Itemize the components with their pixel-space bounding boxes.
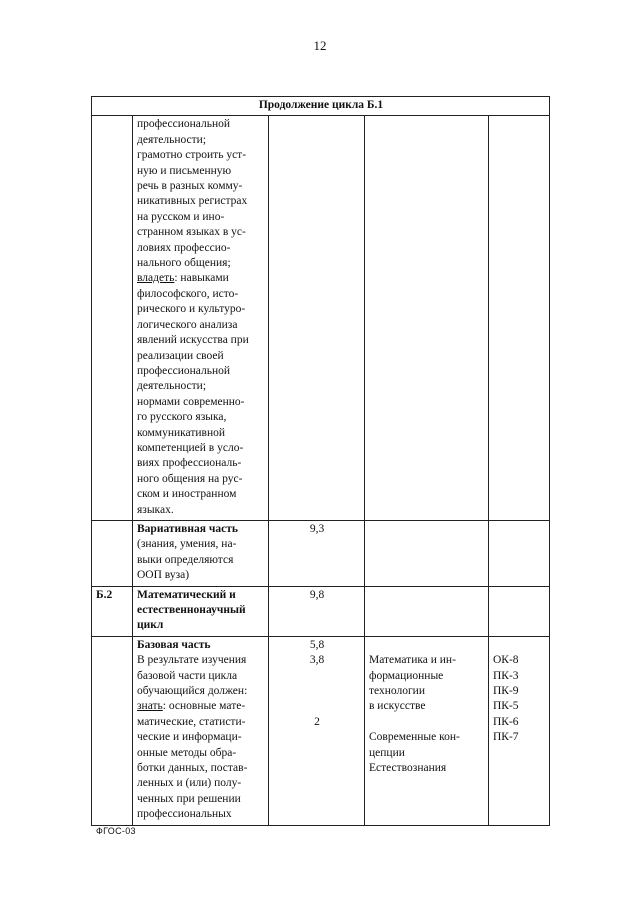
- text-line: ском и иностранном: [137, 488, 237, 501]
- competence-cell: [489, 636, 550, 825]
- text-line: профессиональных: [137, 808, 232, 821]
- text-line: ную и письменную: [137, 164, 232, 177]
- text-line: ного общения на рус-: [137, 472, 243, 485]
- continuation-text: [133, 116, 269, 521]
- text-line: го русского языка,: [137, 411, 227, 424]
- competence-code: ПК-5: [493, 700, 519, 713]
- basic-total: 5,8: [309, 638, 325, 651]
- text-line: логического анализа: [137, 318, 238, 331]
- page-number: 12: [313, 38, 327, 53]
- b2-code: Б.2: [92, 586, 133, 636]
- text-line: деятельности;: [137, 133, 207, 146]
- basic-text: [133, 636, 269, 825]
- variative-text: [133, 520, 269, 586]
- text-line: на русском и ино-: [137, 210, 225, 223]
- competence-cell: [489, 520, 550, 586]
- text-line: философского, исто-: [137, 287, 239, 300]
- credit-math: 3,8: [309, 654, 325, 667]
- text-line: обучающийся должен:: [137, 685, 248, 698]
- text-line: Математический и: [137, 588, 236, 601]
- vladet-rest: : навыками: [174, 272, 229, 285]
- text-line: деятельности;: [137, 380, 207, 393]
- table-header-row: [92, 97, 550, 116]
- text-line: реализации своей: [137, 349, 224, 362]
- discipline-line: формационные: [369, 669, 444, 682]
- discipline-line: Математика и ин-: [369, 654, 456, 667]
- text-line: языках.: [137, 503, 174, 516]
- text-line: естественнонаучный: [137, 604, 246, 616]
- znat-rest: : основные мате-: [162, 700, 246, 713]
- table-row-variative: [92, 520, 550, 586]
- credit-science: 2: [314, 715, 320, 728]
- competence-code: ПК-7: [493, 731, 519, 744]
- discipline-cell: [365, 116, 489, 521]
- discipline-line: цепции: [369, 746, 405, 759]
- table-row-continuation: [92, 116, 550, 521]
- text-line: явлений искусства при: [137, 334, 249, 347]
- text-line-vladet: [137, 271, 265, 286]
- document-footer: ФГОС-03: [96, 826, 136, 836]
- text-line: профессиональной: [137, 118, 231, 131]
- competence-cell: [489, 116, 550, 521]
- znat-keyword: знать: [137, 700, 163, 713]
- basic-credits: [269, 636, 365, 825]
- competence-code: ПК-9: [493, 685, 519, 698]
- text-line: ловиях профессио-: [137, 241, 231, 254]
- competence-code: ПК-3: [493, 669, 519, 682]
- credits-cell: [269, 116, 365, 521]
- table-row-b2: [92, 586, 550, 636]
- text-line-znat: [137, 699, 265, 714]
- code-cell: [92, 520, 133, 586]
- discipline-line: Естествознания: [369, 762, 447, 775]
- table-row-basic: [92, 636, 550, 825]
- discipline-cell: [365, 586, 489, 636]
- discipline-line: Современные кон-: [369, 731, 460, 744]
- code-cell: [92, 116, 133, 521]
- code-cell: [92, 636, 133, 825]
- b2-credits: 9,8: [269, 586, 365, 636]
- discipline-line: технологии: [369, 685, 425, 698]
- discipline-cell: [365, 520, 489, 586]
- text-line: ленных и (или) полу-: [137, 777, 242, 790]
- competence-code: ПК-6: [493, 715, 519, 728]
- text-line: профессиональной: [137, 364, 231, 377]
- discipline-cell: [365, 636, 489, 825]
- text-line: нального общения;: [137, 257, 231, 270]
- text-line: выки определяются: [137, 553, 234, 566]
- variative-title: Вариативная часть: [137, 522, 238, 535]
- text-line: онные методы обра-: [137, 746, 237, 759]
- text-line: никативных регистрах: [137, 195, 248, 208]
- text-line: грамотно строить уст-: [137, 149, 247, 162]
- text-line: виях профессиональ-: [137, 457, 242, 470]
- basic-title: Базовая часть: [137, 638, 211, 651]
- vladet-keyword: владеть: [137, 272, 175, 285]
- table-header: Продолжение цикла Б.1: [92, 97, 550, 116]
- text-line: нормами современно-: [137, 395, 245, 408]
- text-line: матические, статисти-: [137, 715, 246, 728]
- text-line: рического и культуро-: [137, 303, 246, 316]
- curriculum-table: [91, 96, 550, 826]
- variative-credits: 9,3: [269, 520, 365, 586]
- text-line: базовой части цикла: [137, 669, 238, 682]
- text-line: ческие и информаци-: [137, 731, 242, 744]
- text-line: ченных при решении: [137, 792, 241, 805]
- text-line: цикл: [137, 619, 164, 632]
- competence-cell: [489, 586, 550, 636]
- competence-code: ОК-8: [493, 654, 519, 667]
- discipline-line: в искусстве: [369, 700, 426, 713]
- text-line: В результате изучения: [137, 654, 247, 667]
- text-line: ботки данных, постав-: [137, 762, 248, 775]
- text-line: странном языках в ус-: [137, 226, 246, 239]
- text-line: (знания, умения, на-: [137, 538, 237, 551]
- b2-title: [133, 586, 269, 636]
- text-line: речь в разных комму-: [137, 180, 243, 193]
- text-line: ООП вуза): [137, 569, 190, 582]
- text-line: коммуникативной: [137, 426, 226, 439]
- text-line: компетенцией в усло-: [137, 441, 244, 454]
